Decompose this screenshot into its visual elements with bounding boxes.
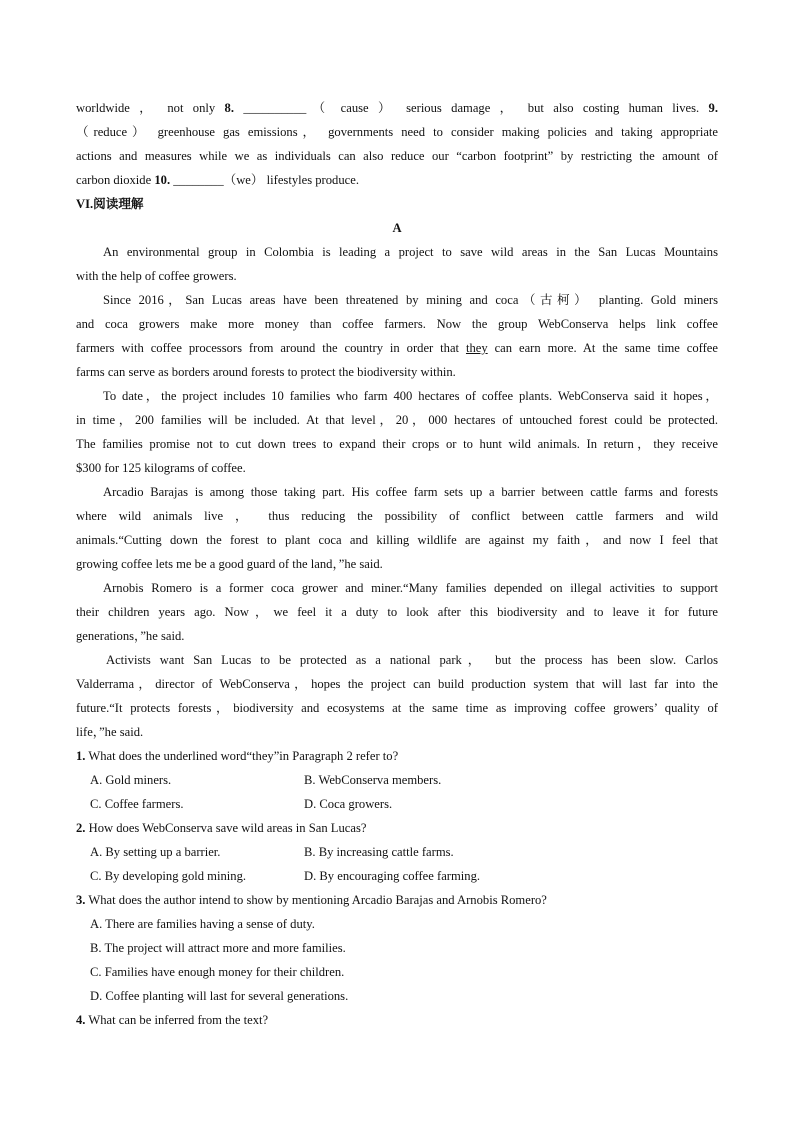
option-a[interactable]: A. There are families having a sense of duty. <box>90 917 315 931</box>
cloze-text: carbon dioxide <box>76 173 155 187</box>
passage-line: $300 for 125 kilograms of coffee. <box>76 461 246 475</box>
option-c[interactable]: C. By developing gold mining. <box>90 869 247 883</box>
passage-line: with the help of coffee growers. <box>76 269 237 283</box>
cloze-line-1 <box>76 96 718 120</box>
question-text: How does WebConserva save wild areas in San Lucas? <box>85 821 367 835</box>
passage-line: where wild animals live ， thus reducing the possibility of conflict between cattle farmers and wild <box>76 509 718 523</box>
option-c[interactable]: C. Coffee farmers. <box>90 797 184 811</box>
passage-line: Since 2016，San Lucas areas have been threatened by mining and coca（古柯） planting. Gold miners <box>103 293 718 307</box>
options-row <box>76 768 718 792</box>
cloze-text: worldwide ， not only <box>76 101 225 115</box>
question-number: 4. <box>76 1013 86 1027</box>
passage-line: and coca growers make more money than coffee farmers. Now the group WebConserva helps link coffee <box>76 317 718 331</box>
passage-text: can earn more. At the same time coffee <box>487 341 718 355</box>
option-d[interactable]: D. Coffee planting will last for several generations. <box>90 989 349 1003</box>
question-text: What does the underlined word“they”in Paragraph 2 refer to? <box>85 749 399 763</box>
question-1 <box>76 744 718 768</box>
passage-line: life，”he said. <box>76 725 144 739</box>
question-number: 2. <box>76 821 86 835</box>
passage-line: Arcadio Barajas is among those taking part. His coffee farm sets up a barrier between cattle farms and forests <box>103 485 718 499</box>
passage-line: animals.“Cutting down the forest to plant coca and killing wildlife are against my faith，and now I feel that <box>76 533 718 547</box>
passage-label: A <box>392 221 402 235</box>
passage-line: Arnobis Romero is a former coca grower and miner.“Many families depended on illegal activities to support <box>103 581 718 595</box>
passage-line: An environmental group in Colombia is leading a project to save wild areas in the San Lucas Mountains <box>103 245 718 259</box>
passage-line <box>76 336 718 360</box>
options-row <box>76 840 718 864</box>
cloze-line-2: （reduce） greenhouse gas emissions， governments need to consider making policies and taking appropriate <box>76 125 718 139</box>
blank-number-8: 8. <box>224 101 234 115</box>
passage-line: The families promise not to cut down trees to expand their crops or to hunt wild animals. In return，they receive <box>76 437 718 451</box>
passage-text: farmers with coffee processors from around the country in order that <box>76 341 466 355</box>
options-row <box>76 792 718 816</box>
question-4 <box>76 1008 718 1032</box>
question-text: What can be inferred from the text? <box>85 1013 269 1027</box>
blank-number-10: 10. <box>154 173 171 187</box>
passage-line: Valderrama，director of WebConserva，hopes the project can build production system that will last far into the <box>76 677 718 691</box>
option-b[interactable]: B. By increasing cattle farms. <box>304 845 454 859</box>
document-body <box>76 96 718 1032</box>
option-b[interactable]: B. The project will attract more and more families. <box>90 941 346 955</box>
section-heading: VI.阅读理解 <box>76 197 144 211</box>
passage-line: Activists want San Lucas to be protected as a national park， but the process has been slow. Carlos <box>106 653 718 667</box>
option-b[interactable]: B. WebConserva members. <box>304 773 442 787</box>
passage-line: generations，”he said. <box>76 629 185 643</box>
passage-line: farms can serve as borders around forests to protect the biodiversity within. <box>76 365 456 379</box>
option-d[interactable]: D. By encouraging coffee farming. <box>304 869 481 883</box>
blank-number-9: 9. <box>708 101 718 115</box>
options-row <box>76 864 718 888</box>
passage-line: growing coffee lets me be a good guard of the land，”he said. <box>76 557 383 571</box>
option-a[interactable]: A. Gold miners. <box>90 773 172 787</box>
question-2 <box>76 816 718 840</box>
option-d[interactable]: D. Coca growers. <box>304 797 393 811</box>
underlined-word-they: they <box>465 341 488 355</box>
option-c[interactable]: C. Families have enough money for their children. <box>90 965 345 979</box>
passage-line: To date，the project includes 10 families who farm 400 hectares of coffee plants. WebConserva said it hopes， <box>103 389 718 403</box>
passage-line: future.“It protects forests，biodiversity and ecosystems at the same time as improving coffee growers’ quality of <box>76 701 718 715</box>
option-a[interactable]: A. By setting up a barrier. <box>90 845 221 859</box>
question-number: 1. <box>76 749 86 763</box>
cloze-text: __________（ cause ） serious damage ， but also costing human lives. <box>234 101 709 115</box>
question-3 <box>76 888 718 912</box>
passage-line: in time，200 families will be included. At that level，20，000 hectares of untouched forest could be protected. <box>76 413 718 427</box>
cloze-line-3: actions and measures while we as individuals can also reduce our “carbon footprint” by restricting the amount of <box>76 149 718 163</box>
question-text: What does the author intend to show by mentioning Arcadio Barajas and Arnobis Romero? <box>85 893 547 907</box>
passage-line: their children years ago. Now，we feel it a duty to look after this biodiversity and to leave it for future <box>76 605 718 619</box>
cloze-line-4 <box>76 168 718 192</box>
question-number: 3. <box>76 893 86 907</box>
cloze-text: ________（we） lifestyles produce. <box>170 173 359 187</box>
